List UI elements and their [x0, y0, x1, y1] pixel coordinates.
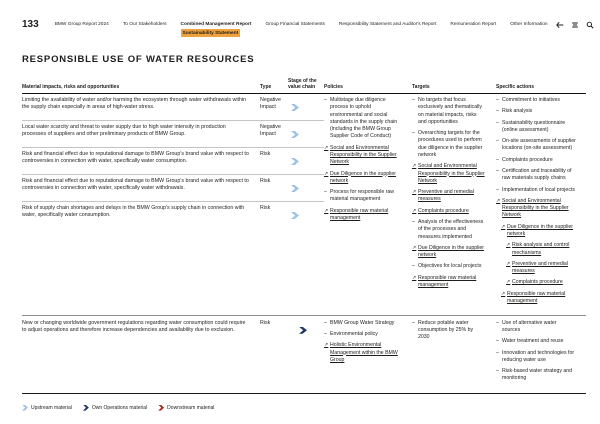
bullet-dash: – — [496, 349, 499, 356]
type-label: Risk — [260, 151, 271, 157]
link-arrow-icon: ↗ — [412, 163, 417, 170]
type-label: Risk — [260, 319, 271, 326]
bullet-dash: – — [496, 156, 499, 163]
cross-reference-link[interactable]: ↗ Due Diligence in the supplier network — [324, 170, 397, 184]
cross-reference-link[interactable]: ↗ Due Diligence in the supplier network — [501, 223, 574, 237]
value-chain-legend — [22, 405, 586, 411]
impact-rows — [22, 94, 324, 310]
list-item: – Commitment to initiatives — [496, 97, 560, 103]
list-item: – Overarching targets for the procedures used to perform due diligence in the supplier network — [412, 130, 483, 158]
cross-reference-link[interactable]: ↗ Risk analysis and control mechanisms — [506, 242, 570, 256]
link-arrow-icon: ↗ — [412, 244, 417, 251]
impact-text: New or changing worldwide government regulations regarding water consumption could require to adjust operations and therefore increase dependencies and availability due to exclusion. — [22, 319, 246, 334]
cross-reference-link[interactable]: ↗ Responsible raw material management — [324, 207, 389, 221]
nav-item[interactable] — [450, 22, 496, 37]
bullet-dash: – — [412, 319, 415, 326]
list-item: – Implementation of local projects — [496, 186, 575, 193]
menu-icon[interactable] — [571, 21, 579, 29]
header — [22, 20, 586, 37]
cross-reference-link[interactable]: ↗ Due Diligence in the supplier network — [412, 244, 485, 259]
bullet-dash: – — [496, 138, 499, 145]
table-row — [22, 148, 324, 175]
link-arrow-icon: ↗ — [412, 189, 417, 196]
impact-text: Risk of supply chain shortages and delays in the BMW Group’s supply chain in connection with water, specifically water consumption. — [22, 205, 245, 219]
type-label: Risk — [260, 178, 271, 184]
cross-reference-link[interactable]: ↗ Social and Environmental Responsibility in the Supplier Network — [412, 163, 485, 184]
list-item: – Sustainability questionnaire (online assessment) — [496, 119, 566, 133]
cross-reference-link[interactable]: ↗ Preventive and remedial measures — [506, 260, 568, 275]
nav-item[interactable] — [181, 22, 252, 37]
list-item: – Environmental policy — [324, 330, 378, 337]
cross-reference-link[interactable]: ↗ Preventive and remedial measures — [412, 189, 474, 203]
col-header-targets: Targets — [412, 84, 430, 91]
targets-cell — [412, 320, 496, 387]
bullet-dash: – — [412, 218, 415, 225]
col-header-impacts: Material impacts, risks and opportunities — [22, 84, 120, 91]
table-row — [22, 175, 324, 202]
list-item: – On-site assessments of supplier locations (on-site assessment) — [496, 138, 576, 152]
bullet-dash: – — [324, 97, 327, 103]
value-chain-chevron-icon — [291, 104, 299, 111]
legend-label: Upstream material — [31, 404, 72, 411]
table-header-row — [22, 78, 586, 94]
link-arrow-icon: ↗ — [501, 223, 506, 230]
bullet-dash: – — [496, 186, 499, 193]
nav-item-label: Group Financial Statements — [265, 22, 325, 27]
list-item: – Objectives for local projects — [412, 263, 482, 270]
nav-item[interactable] — [510, 22, 547, 37]
own-operations-row — [22, 315, 586, 393]
link-arrow-icon: ↗ — [324, 170, 329, 177]
nav-item[interactable] — [55, 22, 109, 37]
top-nav — [55, 22, 548, 37]
nav-item[interactable] — [265, 22, 324, 37]
link-arrow-icon: ↗ — [412, 207, 417, 214]
legend-label: Own Operations material — [91, 404, 148, 411]
nav-item-label: Remuneration Report — [450, 22, 497, 27]
nav-item-label: Responsibility Statement and Auditor's Report — [338, 22, 437, 27]
cross-reference-link[interactable]: ↗ Responsible raw material management — [501, 290, 566, 304]
impact-text: Risk and financial effect due to reputational damage to BMW Group’s brand value with respect to controversies in connection with water, specifically water consumption. — [22, 151, 249, 165]
type-label: Risk — [260, 205, 271, 211]
cross-reference-link[interactable]: ↗ Complaints procedure — [412, 207, 469, 214]
col-header-stage: Stage of the value chain — [288, 78, 317, 91]
stage-cell — [288, 320, 324, 387]
bullet-dash: – — [496, 167, 499, 174]
list-item: – Reduce potable water consumption by 25% by 2030 — [412, 319, 474, 341]
specific-actions-cell — [496, 94, 586, 310]
table-row — [22, 94, 324, 121]
header-icons — [556, 21, 594, 29]
impact-text: Local water scarcity and threat to water supply due to high water intensity in production processes of suppliers and other preliminary products of BMW Group. — [22, 124, 226, 138]
value-chain-chevron-icon — [299, 327, 307, 334]
list-item: – Risk-based water strategy and monitoring — [496, 368, 573, 382]
list-item: – No targets that focus exclusively and thematically on material impacts, risks and opportunities — [412, 97, 483, 125]
legend-item — [22, 405, 72, 411]
policies-cell — [324, 320, 412, 387]
upstream-row-group — [22, 94, 586, 310]
cross-reference-link[interactable]: ↗ Responsible raw material management — [412, 274, 477, 288]
bullet-dash: – — [496, 368, 499, 375]
link-arrow-icon: ↗ — [324, 342, 329, 349]
col-header-policies: Policies — [324, 84, 343, 91]
legend-chevron-icon — [83, 405, 89, 411]
bullet-dash: – — [496, 319, 499, 326]
cross-reference-link[interactable]: ↗ Social and Environmental Responsibility in the Supplier Network — [324, 144, 397, 166]
legend-label: Downstream material — [167, 404, 215, 411]
nav-item-label: Combined Management Report — [180, 22, 252, 27]
page-number: 133 — [22, 19, 39, 30]
link-arrow-icon: ↗ — [412, 274, 417, 281]
targets-cell — [412, 94, 496, 310]
list-item: – Use of alternative water sources — [496, 319, 557, 333]
bullet-dash: – — [412, 263, 415, 270]
value-chain-chevron-icon — [291, 158, 299, 165]
nav-item-label: To Our Stakeholders — [122, 22, 167, 27]
list-item: – Complaints procedure — [496, 156, 553, 163]
nav-item-label: Other Information — [510, 22, 548, 27]
link-arrow-icon: ↗ — [324, 144, 329, 151]
policies-cell — [324, 94, 412, 310]
bullet-dash: – — [412, 130, 415, 137]
bullet-dash: – — [496, 119, 499, 126]
bullet-dash: – — [324, 319, 327, 326]
bullet-dash: – — [496, 108, 499, 115]
legend-item — [83, 405, 147, 411]
list-item: – Multistage due diligence process to uphold environmental and social standards in the supply chain (including the BMW Group Supplier Code of Conduct) — [324, 97, 398, 140]
list-item: – Innovation and technologies for reducing water use — [496, 349, 575, 363]
legend-item — [158, 405, 214, 411]
bullet-dash: – — [412, 97, 415, 103]
table-row — [22, 202, 324, 228]
stage-cell — [288, 97, 324, 116]
list-item: – Analysis of the effectiveness of the processes and measures implemented — [412, 218, 484, 240]
bullet-dash: – — [324, 189, 327, 196]
bullet-dash: – — [496, 97, 499, 103]
legend-chevron-icon — [22, 405, 28, 411]
list-item: – Risk analysis — [496, 108, 533, 115]
bullet-dash: – — [324, 330, 327, 337]
cross-reference-link[interactable]: ↗ Social and Environmental Responsibility in the Supplier Network — [496, 197, 569, 219]
col-header-actions: Specific actions — [496, 84, 535, 91]
cross-reference-link[interactable]: ↗ Complaints procedure — [506, 279, 563, 286]
stage-cell — [288, 205, 324, 224]
nav-subitem-sustainability-statement[interactable]: Sustainability Statement — [182, 30, 239, 36]
link-arrow-icon: ↗ — [496, 197, 501, 204]
stage-cell — [288, 151, 324, 170]
page-title: RESPONSIBLE USE OF WATER RESOURCES — [22, 54, 255, 65]
stage-cell — [288, 124, 324, 143]
cross-reference-link[interactable]: ↗ Holistic Environmental Management within the BMW Group — [324, 342, 398, 363]
stage-cell — [288, 178, 324, 197]
list-item: – BMW Group Water Strategy — [324, 319, 395, 326]
back-arrow-icon[interactable] — [556, 21, 564, 29]
legend-chevron-icon — [158, 405, 164, 411]
type-label: Negative Impact — [260, 97, 281, 110]
link-arrow-icon: ↗ — [324, 207, 329, 214]
list-item: – Water treatment and reuse — [496, 338, 564, 345]
link-arrow-icon: ↗ — [506, 242, 511, 249]
value-chain-chevron-icon — [291, 131, 299, 138]
bullet-dash: – — [496, 338, 499, 345]
impact-text: Risk and financial effect due to reputational damage to BMW Group’s brand value with respect to controversies in connection with water, specifically water withdrawals. — [22, 178, 249, 192]
nav-item[interactable] — [123, 22, 167, 37]
table-row — [22, 121, 324, 148]
nav-item[interactable] — [339, 22, 436, 37]
link-arrow-icon: ↗ — [506, 260, 511, 267]
link-arrow-icon: ↗ — [501, 290, 506, 297]
impact-text: Limiting the availability of water and/or harming the ecosystem through water withdrawals within the supply chain especially in areas of high-water stress. — [22, 97, 247, 111]
value-chain-chevron-icon — [291, 185, 299, 192]
value-chain-chevron-icon — [291, 212, 299, 219]
specific-actions-cell — [496, 320, 586, 387]
type-label: Negative Impact — [260, 124, 281, 137]
nav-item-label: BMW Group Report 2024 — [54, 22, 109, 27]
water-resources-table — [22, 78, 586, 394]
search-icon[interactable] — [586, 21, 594, 29]
col-header-type: Type — [260, 84, 272, 91]
list-item: – Process for responsible raw material management — [324, 189, 395, 203]
link-arrow-icon: ↗ — [506, 279, 511, 286]
list-item: – Certification and traceability of raw materials supply chains — [496, 167, 572, 182]
